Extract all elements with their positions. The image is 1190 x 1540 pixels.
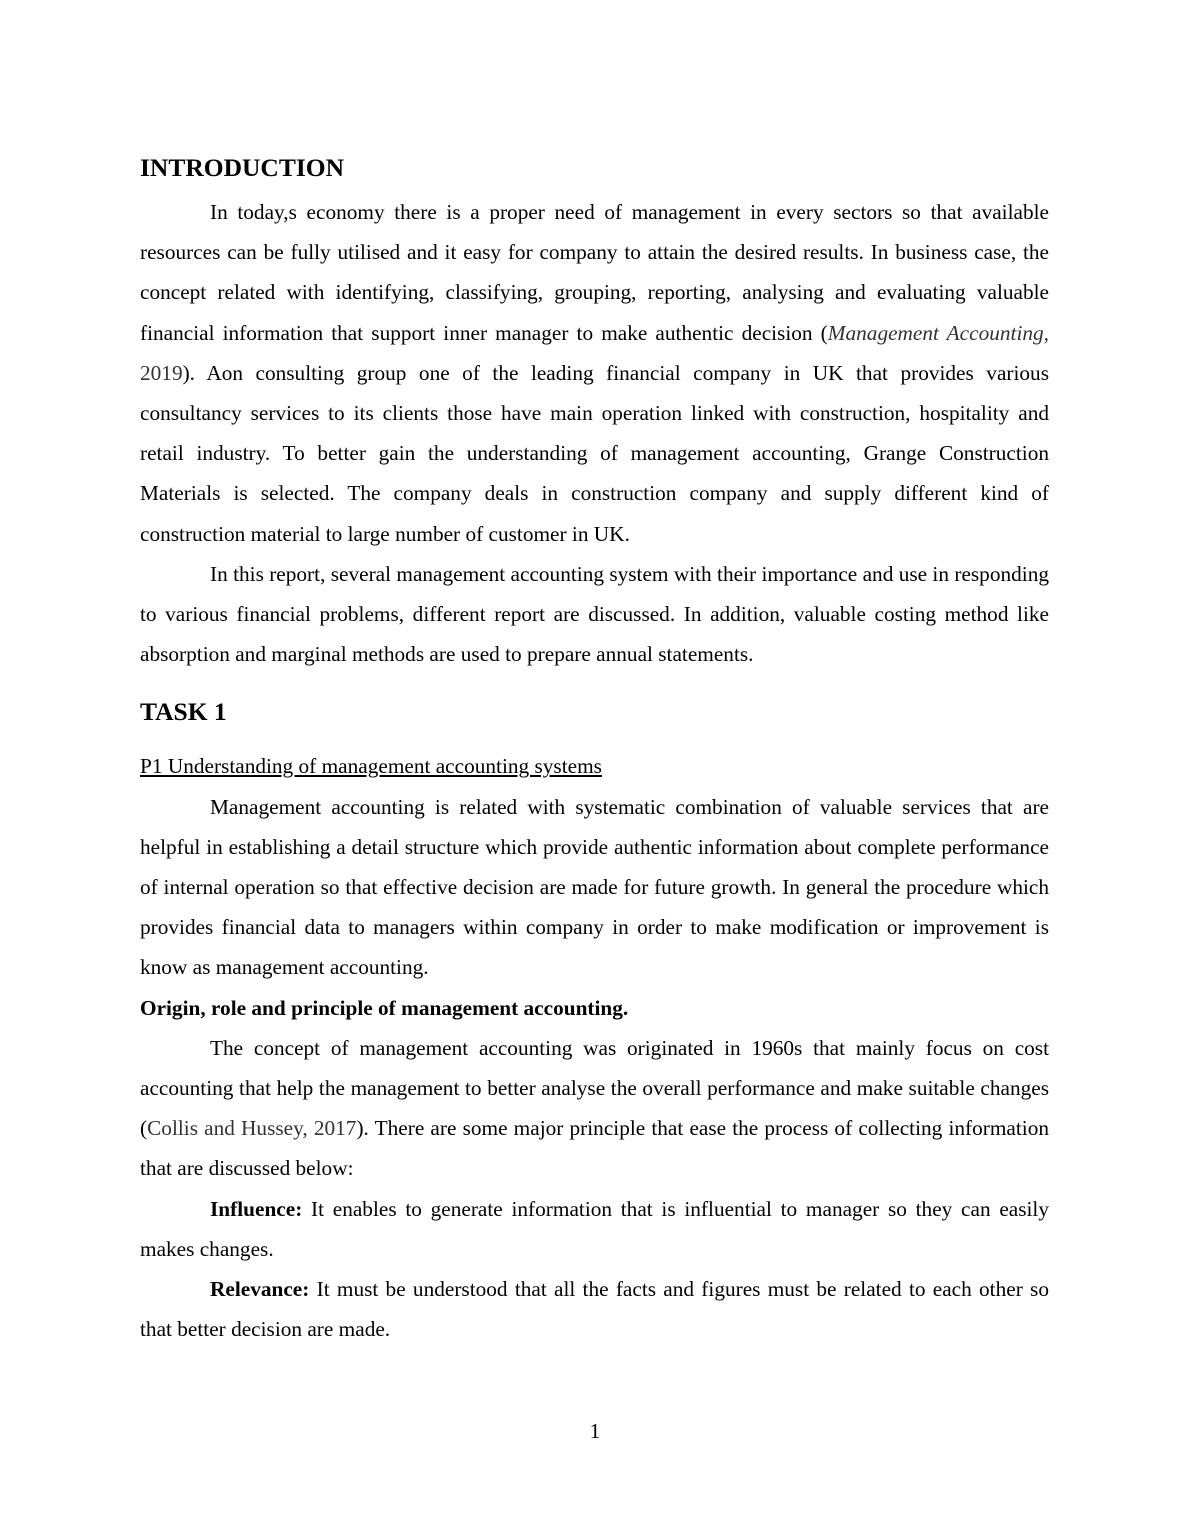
relevance-paragraph (140, 1269, 1049, 1349)
intro-citation-year: , 2019 (140, 320, 1049, 385)
intro-paragraph-1 (140, 192, 1049, 554)
task1-p2-text-b: ). There are some major principle that ease the process of collecting information that are discussed below: (140, 1116, 1049, 1181)
relevance-text: It must be understood that all the facts and figures must be related to each other so that better decision are made. (140, 1277, 1049, 1342)
task1-paragraph-2 (140, 1028, 1049, 1189)
influence-term: Influence: (210, 1196, 303, 1221)
task1-heading: TASK 1 (140, 697, 227, 727)
task1-paragraph-1: Management accounting is related with systematic combination of valuable services that are helpful in establishing a detail structure which provide authentic information about complete performance of internal operation so that effective decision are made for future growth. In general the procedure which provides financial data to managers within company in order to make modification or improvement is know as management accounting. (140, 794, 1049, 980)
intro-p1-text-a: In today,s economy there is a proper need of management in every sectors so that available resources can be fully utilised and it easy for company to attain the desired results. In business case, the concept related with identifying, classifying, grouping, reporting, analysing and evaluating valuable financial information that support inner manager to make authentic decision ( (140, 200, 1049, 345)
intro-citation-title: Management Accounting (827, 320, 1044, 345)
origin-heading: Origin, role and principle of management accounting. (140, 995, 629, 1020)
relevance-term: Relevance: (210, 1277, 310, 1302)
task1-p2-text-a: The concept of management accounting was originated in 1960s that mainly focus on cost accounting that help the management to better analyse the overall performance and make suitable changes ( (140, 1035, 1049, 1141)
page-number: 1 (589, 1419, 601, 1443)
influence-text: It enables to generate information that is influential to manager so they can easily makes changes. (140, 1196, 1049, 1261)
document-page (140, 150, 1049, 1349)
task1-citation: Collis and Hussey, 2017 (147, 1116, 357, 1141)
intro-p1-text-b: ). Aon consulting group one of the leading financial company in UK that provides various consultancy services to its clients those have main operation linked with construction, hospitality and retail industry. To better gain the understanding of management accounting, Grange Construction Materials is selected. The company deals in construction company and supply different kind of construction material to large number of customer in UK. (140, 360, 1049, 546)
influence-paragraph (140, 1189, 1049, 1269)
introduction-heading: INTRODUCTION (140, 153, 345, 182)
intro-paragraph-2: In this report, several management accounting system with their importance and use in responding to various financial problems, different report are discussed. In addition, valuable costing method like absorption and marginal methods are used to prepare annual statements. (140, 561, 1049, 667)
p1-subheading: P1 Understanding of management accounting systems (140, 754, 602, 779)
